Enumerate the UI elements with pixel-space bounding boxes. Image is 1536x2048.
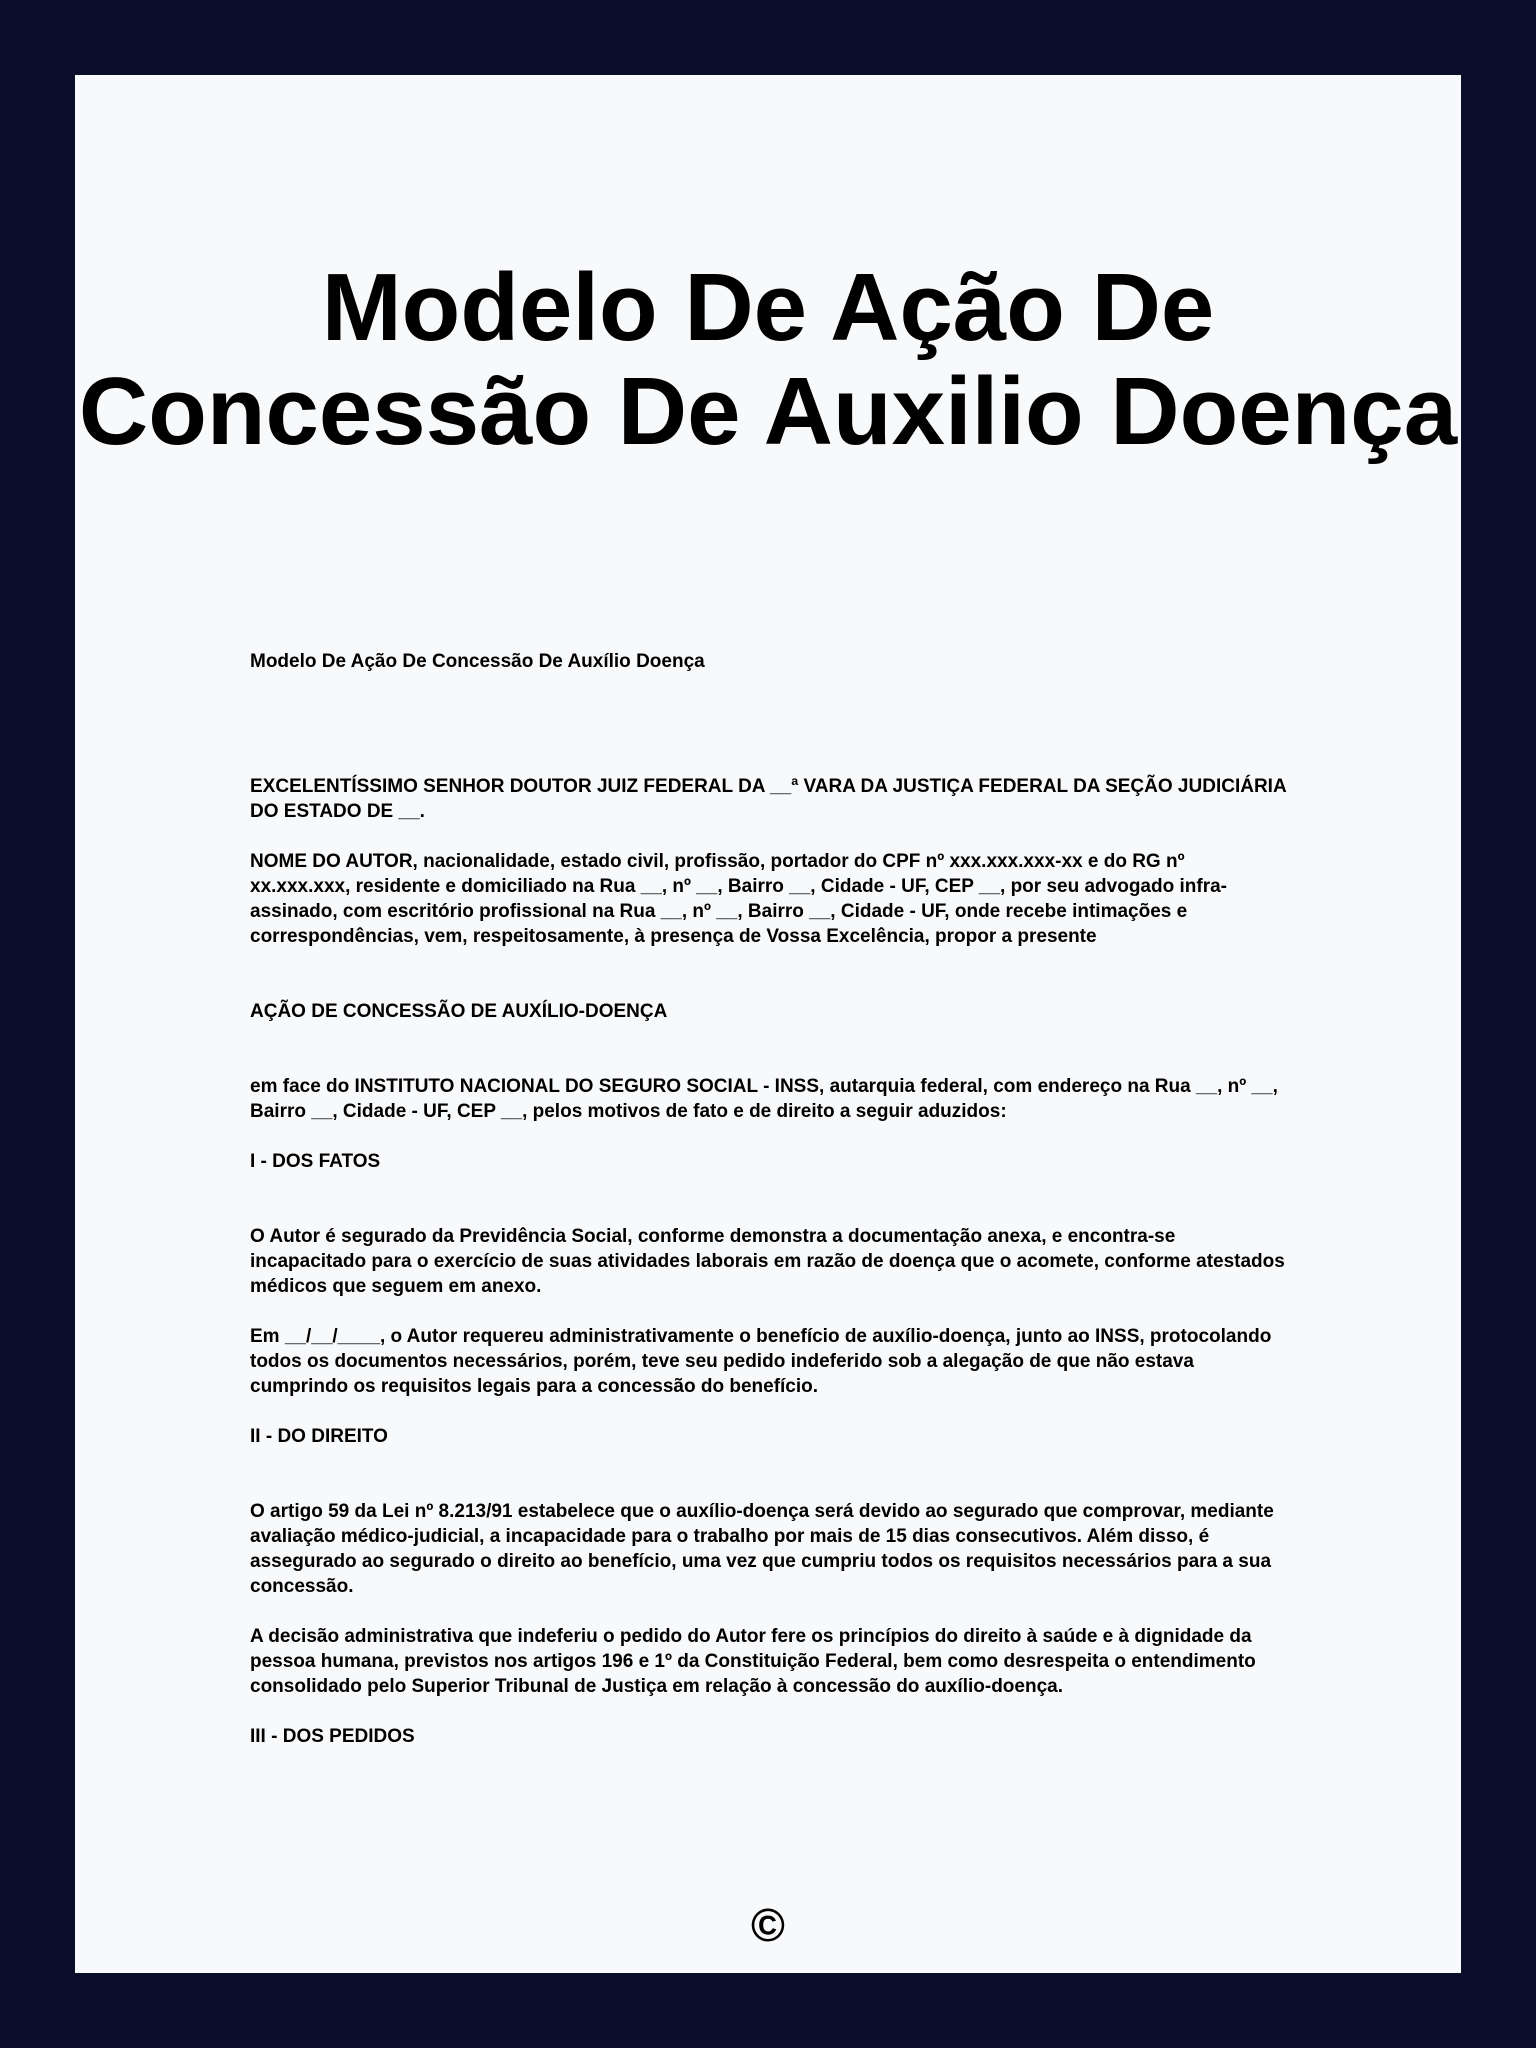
facts-paragraph-2: Em __/__/____, o Autor requereu administrativamente o benefício de auxílio-doença, junto ao INSS, protocolando todos os documentos necessários, porém, teve seu pedido indeferido sob a alegação de que não estava cumprindo os requisitos legais para a concessão do benefício. bbox=[250, 1326, 1272, 1397]
document-page bbox=[75, 75, 1461, 1973]
law-paragraph-1: O artigo 59 da Lei nº 8.213/91 estabelece que o auxílio-doença será devido ao segurado que comprovar, mediante avaliação médico-judicial, a incapacidade para o trabalho por mais de 15 dias consecutivos. Além disso, é assegurado ao segurado o direito ao benefício, uma vez que cumpriu todos os requisitos necessários para a sua concessão. bbox=[250, 1501, 1274, 1597]
defendant-paragraph: em face do INSTITUTO NACIONAL DO SEGURO SOCIAL - INSS, autarquia federal, com endereço na Rua __, nº __, Bairro __, Cidade - UF, CEP __, pelos motivos de fato e de direito a seguir aduzidos: bbox=[250, 1076, 1278, 1122]
document-title: Modelo De Ação De Concessão De Auxilio Doença bbox=[78, 254, 1458, 465]
author-qualification-paragraph: NOME DO AUTOR, nacionalidade, estado civil, profissão, portador do CPF nº xxx.xxx.xxx-xx e do RG nº xx.xxx.xxx, residente e domiciliado na Rua __, nº __, Bairro __, Cidade - UF, CEP __, por seu advogado infra-assinado, com escritório profissional na Rua __, nº __, Bairro __, Cidade - UF, onde recebe intimações e correspondências, vem, respeitosamente, à presença de Vossa Excelência, propor a presente bbox=[250, 851, 1227, 947]
section-heading-facts: I - DOS FATOS bbox=[250, 1151, 381, 1172]
document-subtitle: Modelo De Ação De Concessão De Auxílio Doença bbox=[250, 651, 705, 672]
section-heading-requests: III - DOS PEDIDOS bbox=[250, 1726, 415, 1747]
law-paragraph-2: A decisão administrativa que indeferiu o pedido do Autor fere os princípios do direito à saúde e à dignidade da pessoa humana, previstos nos artigos 196 e 1º da Constituição Federal, bem como desrespeita o entendimento consolidado pelo Superior Tribunal de Justiça em relação à concessão do auxílio-doença. bbox=[250, 1626, 1256, 1697]
facts-paragraph-1: O Autor é segurado da Previdência Social, conforme demonstra a documentação anexa, e encontra-se incapacitado para o exercício de suas atividades laborais em razão de doença que o acomete, conforme atestados médicos que seguem em anexo. bbox=[250, 1226, 1285, 1297]
action-heading: AÇÃO DE CONCESSÃO DE AUXÍLIO-DOENÇA bbox=[250, 1001, 668, 1022]
section-heading-law: II - DO DIREITO bbox=[250, 1426, 388, 1447]
addressee-paragraph: EXCELENTÍSSIMO SENHOR DOUTOR JUIZ FEDERAL DA __ª VARA DA JUSTIÇA FEDERAL DA SEÇÃO JUDICIÁRIA DO ESTADO DE __. bbox=[250, 776, 1286, 822]
document-body bbox=[250, 649, 1290, 1749]
copyright-icon: © bbox=[751, 1899, 785, 1951]
